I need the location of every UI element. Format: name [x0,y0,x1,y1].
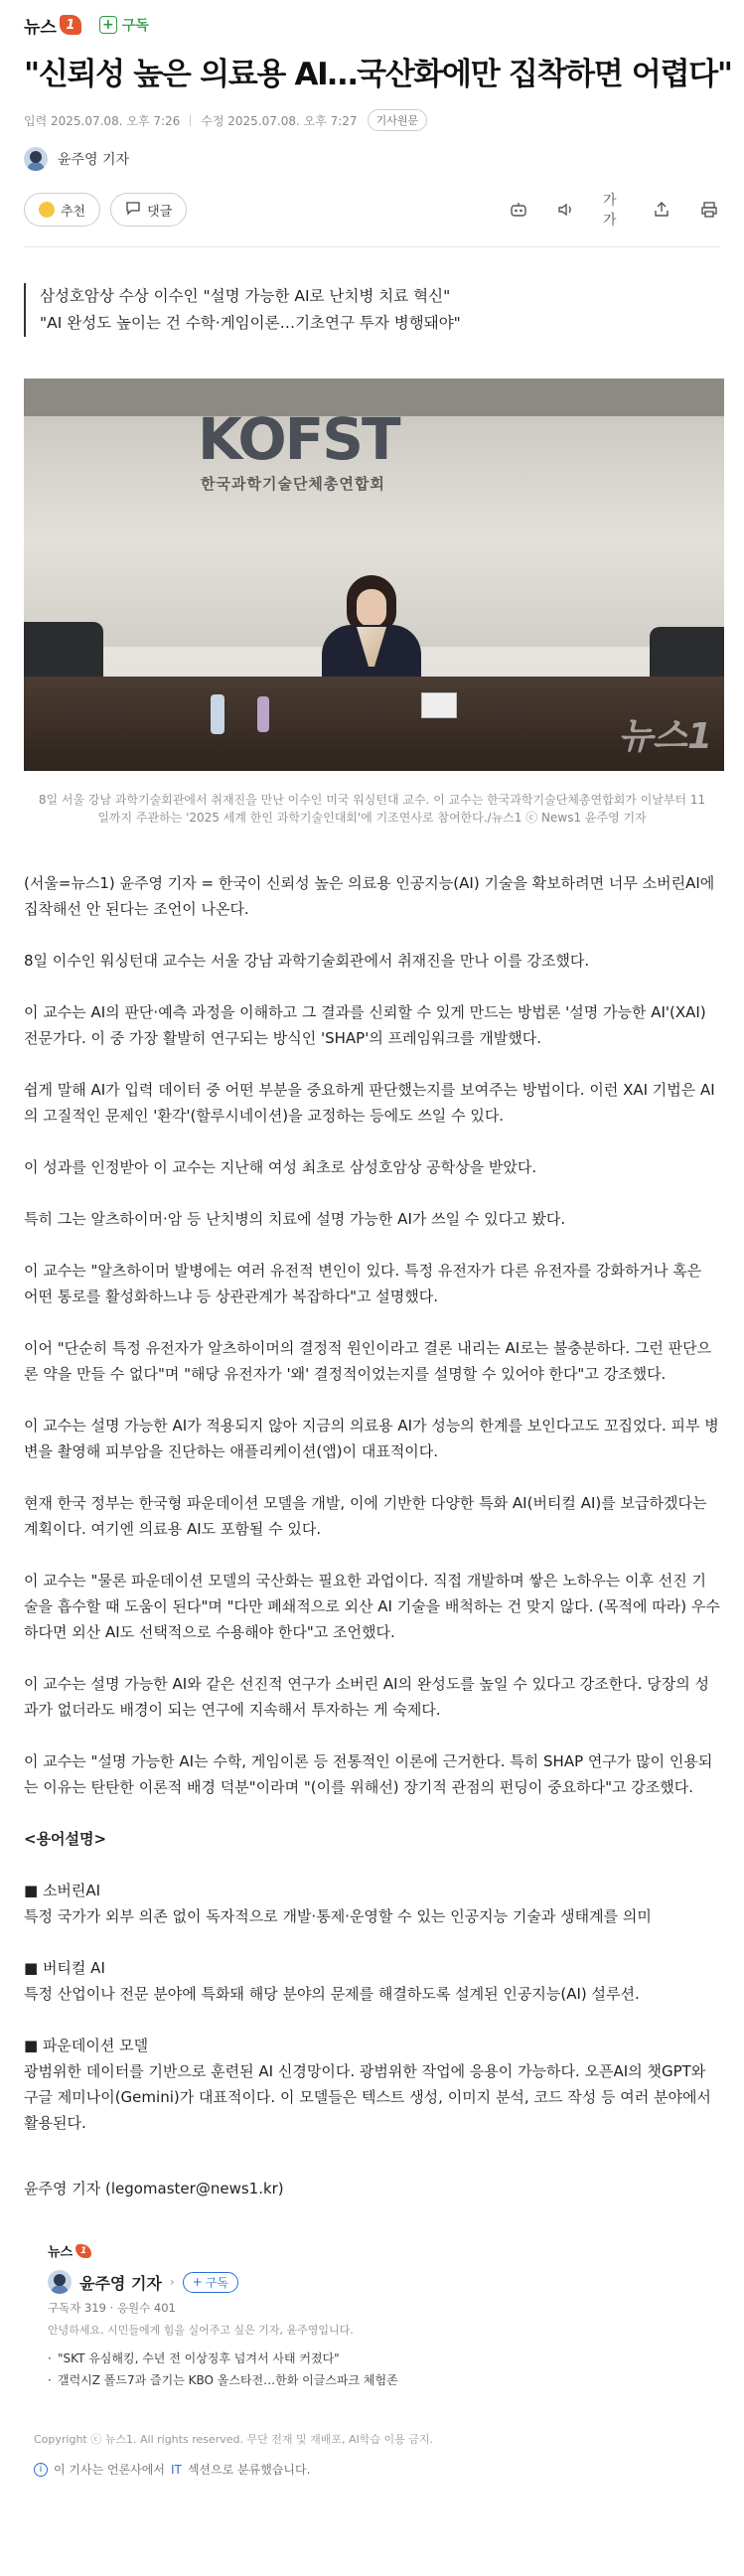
print-icon[interactable] [698,199,720,221]
reporter-email: 윤주영 기자 (legomaster@news1.kr) [24,2180,284,2197]
article-paragraph: 쉽게 말해 AI가 입력 데이터 중 어떤 부분을 중요하게 판단했는지를 보여주는 방법이다. 이런 XAI 기법은 AI의 고질적인 문제인 '환각'(할루시네이션)을 교정하는 등에도 쓰일 수 있다. [24,1081,715,1125]
kofst-logo-sub: 한국과학기술단체총연합회 [201,475,385,493]
card-reporter-avatar[interactable] [48,2270,72,2294]
info-icon: i [34,2463,48,2477]
card-subscribe-label: 구독 [205,2275,228,2290]
glossary-item [24,1878,720,1929]
card-article-link[interactable]: · "SKT 유심해킹, 수년 전 이상징후 넘겨서 사태 커졌다" [48,2348,696,2369]
glossary-title-text: <용어설명> [24,1830,107,1848]
glossary-item [24,2033,720,2136]
article-paragraph: 이 교수는 설명 가능한 AI가 적용되지 않아 지금의 의료용 AI가 성능의 한계를 보인다고도 꼬집었다. 피부 병변을 촬영해 피부암을 진단하는 애플리케이션(앱)이 대표적이다. [24,1417,719,1460]
card-article-list [48,2348,696,2391]
card-logo-badge: 1 [75,2244,91,2258]
photo-caption: 8일 서울 강남 과학기술회관에서 취재진을 만난 이수인 미국 워싱턴대 교수. 이 교수는 한국과학기술단체총연합회가 이날부터 11일까지 주관하는 '2025 세계 한인 과학기술인대회'에 기조연사로 참여한다./뉴스1 ⓒ News1 윤주영 기자 [38,793,706,825]
glossary-term: ■ 버티컬 AI [24,1959,105,1977]
plus-icon: + [99,16,117,34]
card-subscribe-button[interactable] [183,2272,238,2293]
article-paragraph: 이 교수는 "설명 가능한 AI는 수학, 게임이론 등 전통적인 이론에 근거한다. 특히 SHAP 연구가 많이 인용되는 이유는 탄탄한 이론적 배경 덕분"이라며 "(이를 위해선) 장기적 관점의 펀딩이 중요하다"고 강조했다. [24,1752,713,1796]
comment-label: 댓글 [147,204,173,220]
card-press-logo[interactable] [48,2241,696,2260]
article-summary [24,283,720,337]
input-time: 입력 2025.07.08. 오후 7:26 [24,113,181,128]
card-article-link[interactable]: · 갤럭시Z 폴드7과 즐기는 KBO 올스타전…한화 이글스파크 체험존 [48,2369,696,2391]
article-paragraph: 이 교수는 설명 가능한 AI와 같은 선진적 연구가 소버린 AI의 완성도를 높일 수 있다고 강조한다. 당장의 성과가 없더라도 배경이 되는 연구에 지속해서 투자하는 게 숙제다. [24,1675,710,1719]
action-bar [0,171,744,227]
article-paragraph: 이 교수는 AI의 판단·예측 과정을 이해하고 그 결과를 신뢰할 수 있게 만드는 방법론 '설명 가능한 AI'(XAI) 전문가다. 이 중 가장 활발히 연구되는 방식인 'SHAP'의 프레임워크를 개발했다. [24,1003,706,1047]
subscribe-button[interactable] [99,15,149,35]
reporter-card [48,2241,696,2391]
glossary-term: ■ 파운데이션 모델 [24,2037,149,2054]
press-logo[interactable] [24,13,81,38]
glossary-title [24,1826,720,1852]
card-reporter-name[interactable]: 윤주영 기자 [79,2273,162,2293]
recommend-label: 추천 [61,204,86,220]
card-intro: 안녕하세요. 시민들에게 힘을 실어주고 싶은 기자, 윤주영입니다. [48,2324,354,2337]
smile-icon [39,202,55,218]
logo-badge: 1 [60,15,81,35]
person-face [357,589,386,627]
article-paragraph: 특히 그는 알츠하이머·암 등 난치병의 치료에 설명 가능한 AI가 쓰일 수 있다고 봤다. [24,1210,566,1228]
article-paragraph: 8일 이수인 워싱턴대 교수는 서울 강남 과학기술회관에서 취재진을 만나 이를 강조했다. [24,952,590,970]
reporter-avatar [24,147,48,171]
reaction-group [24,193,187,227]
tool-group [508,193,720,228]
article-photo[interactable] [24,379,724,771]
modified-time: 수정 2025.07.08. 오후 7:27 [201,113,358,128]
recommend-button[interactable] [24,193,100,227]
top-bar [0,0,744,50]
header-divider [24,246,720,247]
speaker-icon[interactable] [555,199,577,221]
original-article-button[interactable]: 기사원문 [368,109,428,131]
name-plate [421,692,457,718]
section-link[interactable]: IT [170,2462,182,2477]
section-suffix: 섹션으로 분류했습니다. [187,2463,311,2477]
section-info [34,2461,710,2478]
glossary-desc: 특정 산업이나 전문 분야에 특화돼 해당 분야의 문제를 해결하도록 설계된 인공지능(AI) 설루션. [24,1985,640,2003]
water-bottle [257,696,269,732]
card-logo-text: 뉴스 [48,2245,74,2260]
article-title: "신뢰성 높은 의료용 AI…국산화에만 집착하면 어렵다" [24,57,732,92]
font-size-button[interactable]: 가가 [603,193,617,228]
kofst-logo: KOFST [198,405,399,473]
subscribe-label: 구독 [121,18,149,34]
glossary-desc: 특정 국가가 외부 의존 없이 독자적으로 개발·통제·운영할 수 있는 인공지능 기술과 생태계를 의미 [24,1907,652,1925]
article-paragraph: 이 교수는 "물론 파운데이션 모델의 국산화는 필요한 과업이다. 직접 개발하며 쌓은 노하우는 이후 선진 기술을 흡수할 때 도움이 된다"며 "다만 폐쇄적으로 외산 AI 기술을 배척하는 건 맞지 않다. (목적에 따라) 우수하다면 외산 AI도 선택적으로 수용해야 한다"고 조언했다. [24,1572,720,1641]
section-prefix: 이 기사는 언론사에서 [54,2463,165,2477]
reporter-name: 윤주영 기자 [58,152,130,168]
meta-divider [190,115,191,126]
comment-button[interactable] [110,193,187,227]
article-paragraph: 이어 "단순히 특정 유전자가 알츠하이머의 결정적 원인이라고 결론 내리는 AI로는 불충분하다. 그런 판단으론 약을 만들 수 없다"며 "해당 유전자가 '왜' 결정적이었는지를 설명할 수 있어야 한다"고 강조했다. [24,1339,712,1383]
share-icon[interactable] [651,199,672,221]
logo-text: 뉴스 [24,17,57,38]
article-paragraph: 이 성과를 인정받아 이 교수는 지난해 여성 최초로 삼성호암상 공학상을 받았다. [24,1158,537,1176]
summary-line: 삼성호암상 수상 이수인 "설명 가능한 AI로 난치병 치료 혁신" [40,287,451,305]
chevron-right-icon[interactable]: › [169,2275,175,2289]
card-stats: 구독자 319 · 응원수 401 [48,2301,176,2315]
card-header [48,2270,696,2294]
plus-icon: + [192,2275,203,2289]
glossary-desc: 광범위한 데이터를 기반으로 훈련된 AI 신경망이다. 광범위한 작업에 응용이 가능하다. 오픈AI의 챗GPT와 구글 제미나이(Gemini)가 대표적이다. 이 모델들은 텍스트 생성, 이미지 분석, 코드 작성 등 여러 분야에서 활용된다. [24,2062,711,2132]
photo-watermark: 뉴스1 [618,716,712,757]
article-paragraph: (서울=뉴스1) 윤주영 기자 = 한국이 신뢰성 높은 의료용 인공지능(AI) 기술을 확보하려면 너무 소버린AI에 집착해선 안 된다는 조언이 나온다. [24,874,715,918]
article-body [24,870,720,2201]
article-paragraph: 이 교수는 "알츠하이머 발병에는 여러 유전적 변인이 있다. 특정 유전자가 다른 유전자를 강화하거나 혹은 어떤 통로를 활성화하느냐 등 상관관계가 복잡하다"고 설명했다. [24,1262,702,1305]
summary-line: "AI 완성도 높이는 건 수학·게임이론…기초연구 투자 병행돼야" [40,314,461,332]
copyright: Copyright ⓒ 뉴스1. All rights reserved. 무단 전재 및 재배포, AI학습 이용 금지. [34,2433,434,2446]
water-bottle [211,694,224,734]
article-paragraph: 현재 한국 정부는 한국형 파운데이션 모델을 개발, 이에 기반한 다양한 특화 AI(버티컬 AI)를 보급하겠다는 계획이다. 여기엔 의료용 AI도 포함될 수 있다. [24,1494,707,1538]
glossary-term: ■ 소버린AI [24,1882,101,1899]
comment-icon [125,200,141,220]
article-meta [0,95,744,131]
byline[interactable] [0,131,744,171]
summary-bot-icon[interactable] [508,199,529,221]
glossary-item [24,1955,720,2007]
